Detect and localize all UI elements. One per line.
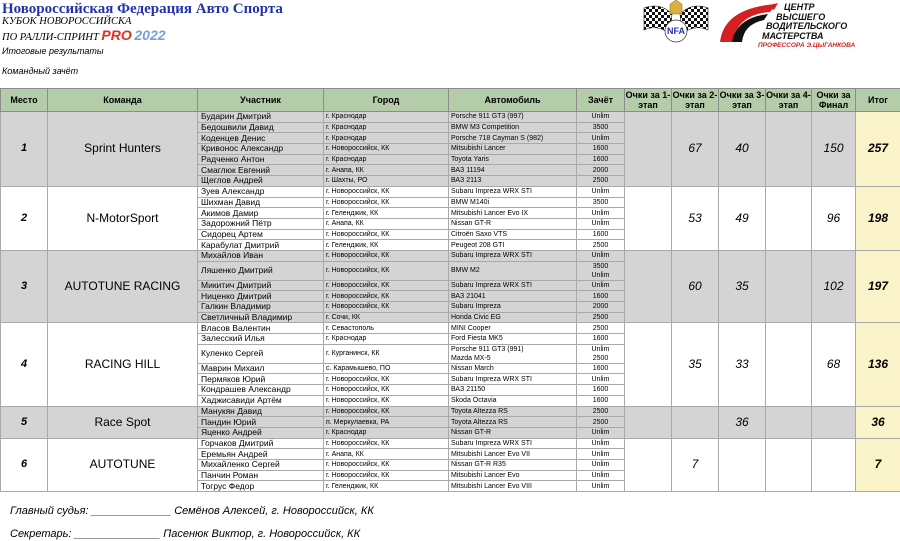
logo-line-5: ПРОФЕССОРА Э.ЦЫГАНКОВА <box>758 42 856 49</box>
final-points: 102 <box>812 250 856 322</box>
participant-name: Карабулат Дмитрий <box>198 240 324 251</box>
team-place: 3 <box>1 250 48 322</box>
car-name: Nissan March <box>451 365 494 373</box>
total-points: 136 <box>856 323 900 406</box>
team-place: 2 <box>1 186 48 250</box>
participant-car <box>449 176 577 187</box>
participant-name: Светличный Владимир <box>198 312 324 323</box>
driving-center-text <box>758 3 855 51</box>
car-name: ВАЗ 21150 <box>451 386 486 394</box>
nfa-logo-text: NFA <box>667 26 685 36</box>
participant-name: Бударин Дмитрий <box>198 112 324 123</box>
participant-class <box>577 144 625 155</box>
stage1-points <box>625 438 672 491</box>
car-name: Mitsubishi Lancer Evo <box>451 471 520 479</box>
participant-car <box>449 374 577 385</box>
participant-name: Щеглов Андрей <box>198 176 324 187</box>
federation-title: Новороссийская Федерация Авто Спорта <box>2 1 283 17</box>
chief-judge-line: Главный судья: _____________ Семёнов Алексей, г. Новороссийск, КК <box>10 505 374 517</box>
team-place: 1 <box>1 112 48 187</box>
participant-class <box>577 438 625 449</box>
participant-class <box>577 229 625 240</box>
stage2-points <box>672 406 719 438</box>
participant-name: Михайлов Иван <box>198 250 324 261</box>
class-value: Unlim <box>591 471 610 479</box>
car-name: Ford Fiesta MK5 <box>451 335 503 343</box>
participant-class <box>577 280 625 291</box>
team-place: 6 <box>1 438 48 491</box>
participant-class <box>577 344 625 363</box>
class-value: 2000 <box>592 166 609 174</box>
stage1-points <box>625 250 672 322</box>
total-points: 7 <box>856 438 900 491</box>
total-points: 36 <box>856 406 900 438</box>
participant-car <box>449 280 577 291</box>
participant-car <box>449 363 577 374</box>
participant-city: г. Анапа, КК <box>324 449 449 460</box>
participant-name: Бедошвили Давид <box>198 122 324 133</box>
participant-car <box>449 154 577 165</box>
class-value: 1600 <box>592 230 609 238</box>
participant-name: Задорожний Пётр <box>198 218 324 229</box>
class-value: Unlim <box>591 450 610 458</box>
participant-city: г. Шахты, РО <box>324 176 449 187</box>
class-value: 2000 <box>592 303 609 311</box>
car-name-2: Mazda MX-5 <box>451 354 491 362</box>
participant-city: г. Новороссийск, КК <box>324 144 449 155</box>
participant-car <box>449 344 577 363</box>
participant-city: г. Новороссийск, КК <box>324 291 449 302</box>
team-name: Sprint Hunters <box>48 112 198 187</box>
participant-name: Куленко Сергей <box>198 344 324 363</box>
stage1-points <box>625 323 672 406</box>
participant-class <box>577 197 625 208</box>
stage3-points <box>719 438 766 491</box>
participant-class <box>577 312 625 323</box>
table-row <box>1 250 900 261</box>
class-value: 2500 <box>592 407 609 415</box>
class-value-2: Unlim <box>591 271 610 279</box>
participant-car <box>449 218 577 229</box>
table-body <box>1 112 900 492</box>
class-value: 2500 <box>592 241 609 249</box>
col-class: Зачёт <box>577 89 625 112</box>
participant-car <box>449 385 577 396</box>
participant-car <box>449 417 577 428</box>
participant-city: г. Анапа, КК <box>324 218 449 229</box>
participant-car <box>449 406 577 417</box>
stage3-points: 36 <box>719 406 766 438</box>
car-name: Mitsubishi Lancer Evo VIII <box>451 482 532 490</box>
participant-class <box>577 291 625 302</box>
participant-class <box>577 470 625 481</box>
participant-city: г. Новороссийск, КК <box>324 261 449 280</box>
col-final: Очки за Финал <box>812 89 856 112</box>
participant-name: Горчаков Дмитрий <box>198 438 324 449</box>
participant-class <box>577 240 625 251</box>
class-value: 3500 <box>592 262 609 270</box>
participant-car <box>449 459 577 470</box>
participant-car <box>449 302 577 313</box>
logo-line-3: ВОДИТЕЛЬСКОГО <box>766 21 848 31</box>
stage1-points <box>625 186 672 250</box>
team-results-table <box>0 88 900 492</box>
participant-name: Радченко Антон <box>198 154 324 165</box>
results-label: Итоговые результаты <box>2 46 104 56</box>
participant-city: г. Новороссийск, КК <box>324 302 449 313</box>
car-name: Mitsubishi Lancer Evo VII <box>451 450 530 458</box>
participant-name: Зуев Александр <box>198 186 324 197</box>
total-points: 198 <box>856 186 900 250</box>
participant-city: г. Новороссийск, КК <box>324 406 449 417</box>
participant-class <box>577 250 625 261</box>
class-value: Unlim <box>591 134 610 142</box>
car-name: Subaru Impreza WRX STI <box>451 375 532 383</box>
stage4-points <box>766 406 812 438</box>
car-name: Mitsubishi Lancer Evo IX <box>451 209 529 217</box>
participant-car <box>449 438 577 449</box>
participant-name: Манукян Давид <box>198 406 324 417</box>
car-name: Subaru Impreza WRX STI <box>451 188 532 196</box>
car-name: Subaru Impreza WRX STI <box>451 252 532 260</box>
table-row <box>1 406 900 417</box>
col-total: Итог <box>856 89 900 112</box>
participant-class <box>577 449 625 460</box>
participant-name: Смаглюк Евгений <box>198 165 324 176</box>
participant-class <box>577 186 625 197</box>
team-name: AUTOTUNE RACING <box>48 250 198 322</box>
car-name: ВАЗ 21041 <box>451 292 486 300</box>
car-name: Peugeot 208 GTI <box>451 241 505 249</box>
stage4-points <box>766 323 812 406</box>
car-name: Nissan GT-R <box>451 220 492 228</box>
participant-city: г. Новороссийск, КК <box>324 385 449 396</box>
car-name: Subaru Impreza WRX STI <box>451 281 532 289</box>
car-name: BMW M3 Competition <box>451 124 520 132</box>
class-value: Unlim <box>591 281 610 289</box>
participant-city: г. Краснодар <box>324 112 449 123</box>
car-name: Nissan GT-R R35 <box>451 461 506 469</box>
stage3-points: 49 <box>719 186 766 250</box>
participant-city: г. Севастополь <box>324 323 449 334</box>
cup-title: КУБОК НОВОРОССИЙСКА <box>2 16 132 27</box>
participant-city: г. Новороссийск, КК <box>324 395 449 406</box>
class-value: 1600 <box>592 292 609 300</box>
participant-name: Пермяков Юрий <box>198 374 324 385</box>
class-value: Unlim <box>591 188 610 196</box>
participant-name: Панчин Роман <box>198 470 324 481</box>
participant-name: Ниценко Дмитрий <box>198 291 324 302</box>
participant-city: г. Геленджик, КК <box>324 208 449 219</box>
class-value: 1600 <box>592 335 609 343</box>
final-points: 150 <box>812 112 856 187</box>
participant-class <box>577 122 625 133</box>
team-name: AUTOTUNE <box>48 438 198 491</box>
table-row <box>1 438 900 449</box>
participant-name: Ляшенко Дмитрий <box>198 261 324 280</box>
participant-city: г. Новороссийск, КК <box>324 374 449 385</box>
stage3-points: 35 <box>719 250 766 322</box>
participant-name: Микитич Дмитрий <box>198 280 324 291</box>
col-stage1: Очки за 1-этап <box>625 90 671 110</box>
stage2-points: 7 <box>672 438 719 491</box>
participant-class <box>577 323 625 334</box>
participant-city: п. Меркулаевка, РА <box>324 417 449 428</box>
class-value: 1600 <box>592 386 609 394</box>
participant-class <box>577 481 625 492</box>
car-name: Nissan GT-R <box>451 429 492 437</box>
class-value: 3500 <box>592 124 609 132</box>
participant-name: Залесский Илья <box>198 334 324 345</box>
final-points: 68 <box>812 323 856 406</box>
team-place: 4 <box>1 323 48 406</box>
participant-car <box>449 395 577 406</box>
car-name: BMW M2 <box>451 267 480 275</box>
team-name: RACING HILL <box>48 323 198 406</box>
participant-class <box>577 218 625 229</box>
participant-class <box>577 363 625 374</box>
stage2-points: 35 <box>672 323 719 406</box>
class-value: 1600 <box>592 156 609 164</box>
class-value-2: 2500 <box>592 354 609 362</box>
participant-name: Акимов Дамир <box>198 208 324 219</box>
participant-class <box>577 385 625 396</box>
participant-car <box>449 165 577 176</box>
header-row <box>1 89 900 112</box>
class-value: 1600 <box>592 145 609 153</box>
col-stage3: Очки за 3-этап <box>719 90 765 110</box>
team-name: Race Spot <box>48 406 198 438</box>
participant-car <box>449 133 577 144</box>
car-name: BMW M140i <box>451 198 490 206</box>
final-points <box>812 438 856 491</box>
series-title <box>2 27 166 43</box>
class-value: 2500 <box>592 324 609 332</box>
class-value: Unlim <box>591 375 610 383</box>
participant-city: г. Новороссийск, КК <box>324 186 449 197</box>
participant-class <box>577 176 625 187</box>
participant-class <box>577 302 625 313</box>
participant-name: Михайленко Сергей <box>198 459 324 470</box>
logo-line-2: ВЫСШЕГО <box>776 11 826 22</box>
participant-city: г. Краснодар <box>324 427 449 438</box>
class-value: Unlim <box>591 482 610 490</box>
series-pro: PRO <box>101 27 132 43</box>
participant-car <box>449 112 577 123</box>
participant-class <box>577 154 625 165</box>
participant-name: Галкин Владимир <box>198 302 324 313</box>
car-name: Honda Civic EG <box>451 314 501 322</box>
participant-class <box>577 406 625 417</box>
participant-name: Кривонос Александр <box>198 144 324 155</box>
participant-city: г. Сочи, КК <box>324 312 449 323</box>
stage2-points: 67 <box>672 112 719 187</box>
participant-class <box>577 395 625 406</box>
stage3-points: 40 <box>719 112 766 187</box>
stage1-points <box>625 406 672 438</box>
participant-name: Еремьян Андрей <box>198 449 324 460</box>
participant-class <box>577 133 625 144</box>
series-year: 2022 <box>134 27 166 43</box>
participant-car <box>449 427 577 438</box>
car-name: Porsche 911 GT3 (997) <box>451 113 524 121</box>
participant-city: г. Краснодар <box>324 122 449 133</box>
table-row <box>1 323 900 334</box>
car-name: MINI Cooper <box>451 324 491 332</box>
participant-car <box>449 208 577 219</box>
participant-class <box>577 417 625 428</box>
participant-car <box>449 291 577 302</box>
team-standings-label: Командный зачёт <box>2 66 79 76</box>
class-value: Unlim <box>591 461 610 469</box>
participant-class <box>577 427 625 438</box>
participant-car <box>449 312 577 323</box>
car-name: Toyota Altezza RS <box>451 407 508 415</box>
participant-car <box>449 186 577 197</box>
class-value: Unlim <box>591 345 610 353</box>
participant-class <box>577 334 625 345</box>
stage1-points <box>625 112 672 187</box>
car-name: ВАЗ 2113 <box>451 177 482 185</box>
participant-city: г. Краснодар <box>324 154 449 165</box>
final-points: 96 <box>812 186 856 250</box>
header <box>0 0 900 88</box>
participant-name: Хаджисавиди Артём <box>198 395 324 406</box>
team-place: 5 <box>1 406 48 438</box>
col-place: Место <box>1 89 48 112</box>
class-value: 2500 <box>592 177 609 185</box>
participant-car <box>449 122 577 133</box>
class-value: Unlim <box>591 220 610 228</box>
participant-city: г. Новороссийск, КК <box>324 280 449 291</box>
total-points: 197 <box>856 250 900 322</box>
participant-car <box>449 334 577 345</box>
participant-city: г. Геленджик, КК <box>324 481 449 492</box>
participant-name: Шихман Давид <box>198 197 324 208</box>
participant-car <box>449 323 577 334</box>
participant-city: г. Новороссийск, КК <box>324 197 449 208</box>
participant-name: Тогрус Федор <box>198 481 324 492</box>
class-value: 1600 <box>592 365 609 373</box>
car-name: Porsche 718 Cayman S (982) <box>451 134 544 142</box>
table-row <box>1 186 900 197</box>
participant-city: г. Курганинск, КК <box>324 344 449 363</box>
participant-class <box>577 261 625 280</box>
participant-name: Коденцев Денис <box>198 133 324 144</box>
participant-car <box>449 481 577 492</box>
participant-name: Сидорец Артем <box>198 229 324 240</box>
class-value: Unlim <box>591 209 610 217</box>
class-value: 2500 <box>592 314 609 322</box>
participant-city: г. Новороссийск, КК <box>324 470 449 481</box>
participant-name: Маврин Михаил <box>198 363 324 374</box>
participant-class <box>577 374 625 385</box>
participant-car <box>449 144 577 155</box>
participant-city: г. Анапа, КК <box>324 165 449 176</box>
car-name: Mitsubishi Lancer <box>451 145 506 153</box>
participant-class <box>577 165 625 176</box>
participant-car <box>449 197 577 208</box>
col-city: Город <box>324 89 449 112</box>
col-team: Команда <box>48 89 198 112</box>
participant-car <box>449 240 577 251</box>
car-name: Citroën Saxo VTS <box>451 230 508 238</box>
participant-car <box>449 470 577 481</box>
participant-name: Пандин Юрий <box>198 417 324 428</box>
participant-car <box>449 449 577 460</box>
logo-line-1: ЦЕНТР <box>784 2 815 12</box>
participant-name: Кондрашев Александр <box>198 385 324 396</box>
participant-car <box>449 229 577 240</box>
participant-name: Яценко Андрей <box>198 427 324 438</box>
participant-car <box>449 250 577 261</box>
car-name: Skoda Octavia <box>451 397 497 405</box>
series-prefix: ПО РАЛЛИ-СПРИНТ <box>2 32 99 43</box>
participant-city: г. Краснодар <box>324 133 449 144</box>
table-row <box>1 112 900 123</box>
class-value: Unlim <box>591 429 610 437</box>
participant-city: с. Карамышево, ПО <box>324 363 449 374</box>
participant-city: г. Новороссийск, КК <box>324 438 449 449</box>
class-value: Unlim <box>591 113 610 121</box>
participant-class <box>577 112 625 123</box>
participant-class <box>577 208 625 219</box>
car-name: Porsche 911 GT3 (991) <box>451 345 524 353</box>
class-value: 3500 <box>592 198 609 206</box>
col-car: Автомобиль <box>449 89 577 112</box>
secretary-line: Секретарь: ______________ Пасенюк Виктор, г. Новороссийск, КК <box>10 528 361 540</box>
class-value: 1600 <box>592 397 609 405</box>
participant-class <box>577 459 625 470</box>
team-name: N-MotorSport <box>48 186 198 250</box>
stage4-points <box>766 250 812 322</box>
stage4-points <box>766 112 812 187</box>
participant-city: г. Геленджик, КК <box>324 240 449 251</box>
car-name: Subaru Impreza <box>451 303 501 311</box>
car-name: Toyota Altezza RS <box>451 418 508 426</box>
class-value: Unlim <box>591 439 610 447</box>
stage4-points <box>766 186 812 250</box>
col-stage4: Очки за 4-этап <box>766 90 811 110</box>
participant-city: г. Новороссийск, КК <box>324 250 449 261</box>
car-name: Subaru Impreza WRX STI <box>451 439 532 447</box>
class-value: 2500 <box>592 418 609 426</box>
participant-city: г. Краснодар <box>324 334 449 345</box>
stage4-points <box>766 438 812 491</box>
car-name: ВАЗ 11194 <box>451 166 485 174</box>
class-value: Unlim <box>591 252 610 260</box>
logo-line-4: МАСТЕРСТВА <box>762 30 824 41</box>
stage2-points: 53 <box>672 186 719 250</box>
participant-car <box>449 261 577 280</box>
stage3-points: 33 <box>719 323 766 406</box>
final-points <box>812 406 856 438</box>
col-participant: Участник <box>198 89 324 112</box>
participant-name: Власов Валентин <box>198 323 324 334</box>
participant-city: г. Новороссийск, КК <box>324 229 449 240</box>
stage2-points: 60 <box>672 250 719 322</box>
nfa-logo <box>640 0 712 46</box>
car-name: Toyota Yaris <box>451 156 489 164</box>
participant-city: г. Новороссийск, КК <box>324 459 449 470</box>
col-stage2: Очки за 2-этап <box>672 90 718 110</box>
total-points: 257 <box>856 112 900 187</box>
